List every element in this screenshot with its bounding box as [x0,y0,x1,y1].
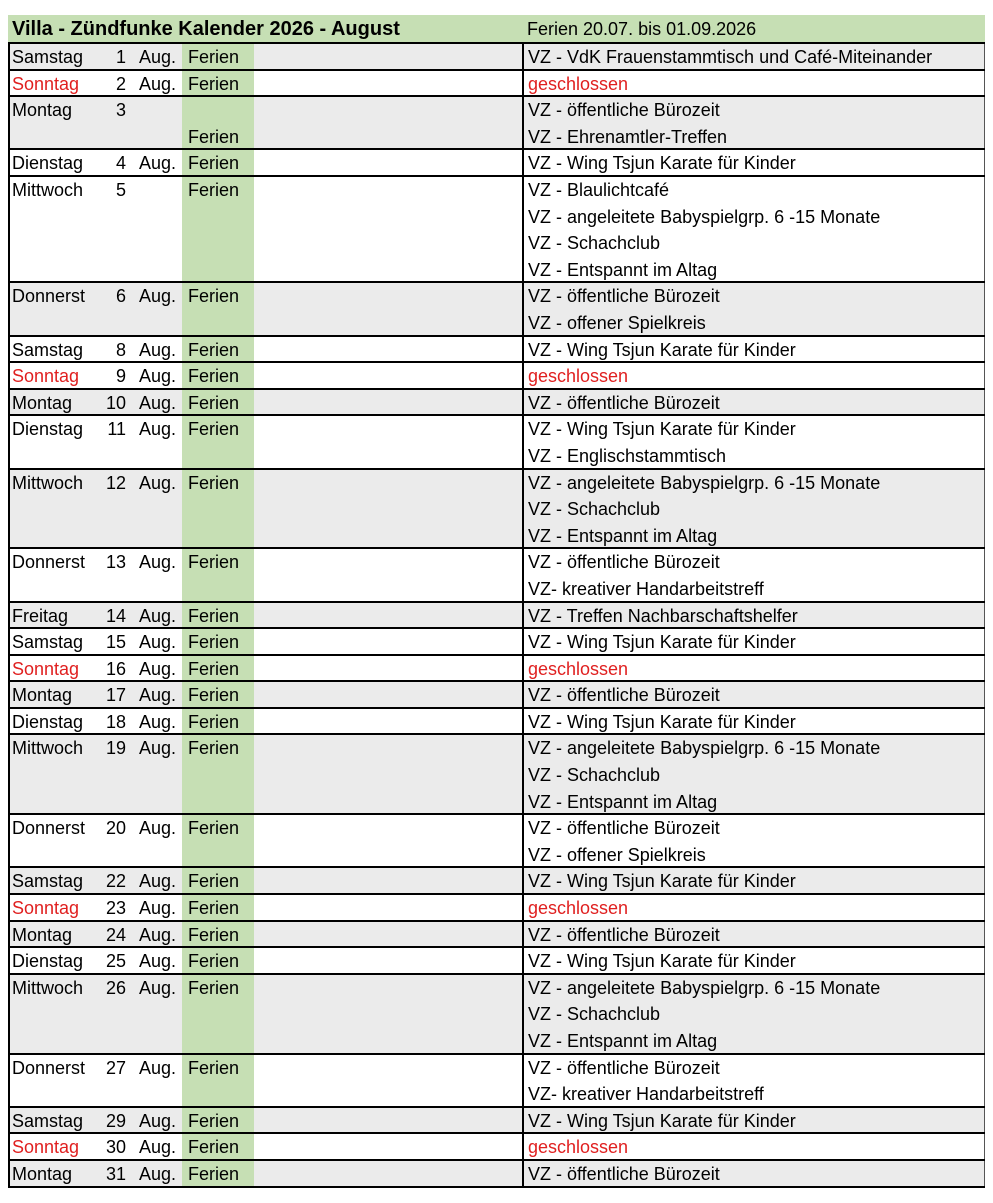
weekday-cell: Montag [12,100,73,121]
weekday-cell: Montag [12,924,73,945]
ferien-cell: Ferien [188,1137,240,1158]
grid-line [8,1108,10,1133]
event-entry: VZ - Blaulichtcafé [528,179,670,200]
calendar-row [8,1055,985,1108]
grid-line [984,549,985,600]
ferien-cell: Ferien [188,738,240,759]
ferien-cell: Ferien [188,47,240,67]
event-entry: VZ - offener Spielkreis [528,844,706,865]
grid-line [8,922,10,947]
event-entry: geschlossen [528,658,629,679]
grid-line [984,363,985,388]
grid-line [984,44,985,69]
ferien-cell: Ferien [188,153,240,174]
grid-line [522,71,524,96]
calendar-row [8,390,985,417]
weekday-cell: Montag [12,392,73,413]
calendar-sheet [8,15,985,1188]
day-number-cell: 1 [115,47,126,67]
calendar-row [8,815,985,868]
month-cell: Aug. [139,1164,177,1184]
ferien-cell: Ferien [188,126,240,147]
grid-line [984,815,985,866]
event-entry: geschlossen [528,898,629,919]
event-entry: VZ - Treffen Nachbarschaftshelfer [528,605,798,626]
event-entry: VZ - Entspannt im Altag [528,1031,718,1052]
grid-line [8,815,10,866]
month-cell: Aug. [139,977,177,998]
ferien-cell: Ferien [188,552,240,573]
ferien-cell: Ferien [188,419,240,440]
event-entry: VZ - Entspannt im Altag [528,259,718,280]
event-entry: VZ - Wing Tsjun Karate für Kinder [528,419,796,440]
day-number-cell: 15 [105,632,126,653]
month-cell: Aug. [139,951,177,972]
event-entry: geschlossen [528,366,629,387]
grid-line [8,1134,10,1159]
ferien-cell: Ferien [188,685,240,706]
grid-line [522,815,524,866]
event-entry: VZ - Wing Tsjun Karate für Kinder [528,951,796,972]
ferien-cell: Ferien [188,179,240,200]
month-cell: Aug. [139,818,177,839]
grid-line [984,1134,985,1159]
calendar-row [8,416,985,469]
events-cell [528,416,796,469]
grid-line [984,150,985,175]
weekday-cell: Dienstag [12,153,84,174]
event-entry: VZ - Wing Tsjun Karate für Kinder [528,1110,796,1131]
calendar-row [8,1134,985,1161]
calendar-row [8,709,985,736]
calendar-row [8,682,985,709]
event-entry: VZ - Englischstammtisch [528,445,727,466]
grid-line [984,283,985,334]
day-number-cell: 27 [105,1057,126,1078]
ferien-cell: Ferien [188,1057,240,1078]
calendar-row [8,470,985,550]
calendar-title: Villa - Zündfunke Kalender 2026 - August [12,18,400,40]
grid-line [984,709,985,734]
weekday-cell: Donnerst [12,818,86,839]
grid-line [522,1161,524,1186]
grid-line [8,975,10,1053]
ferien-cell: Ferien [188,632,240,653]
weekday-cell: Montag [12,685,73,706]
grid-line [8,97,10,148]
grid-line [522,682,524,707]
holiday-period: Ferien 20.07. bis 01.09.2026 [527,19,757,39]
weekday-cell: Sonntag [12,658,80,679]
weekday-cell: Sonntag [12,898,80,919]
month-cell: Aug. [139,73,177,94]
grid-line [522,416,524,467]
events-cell [528,1055,764,1108]
grid-line [8,470,10,548]
grid-line [984,895,985,920]
calendar-row [8,948,985,975]
event-entry: VZ - öffentliche Bürozeit [528,286,720,307]
ferien-cell: Ferien [188,472,240,493]
grid-line [984,1161,985,1186]
day-number-cell: 2 [115,73,126,94]
ferien-cell: Ferien [188,711,240,732]
calendar-row [8,1161,985,1188]
calendar-row [8,97,985,150]
month-cell: Aug. [139,898,177,919]
event-entry: VZ - öffentliche Bürozeit [528,1057,720,1078]
month-cell: Aug. [139,924,177,945]
grid-line [8,735,10,813]
calendar-row [8,363,985,390]
grid-line [984,735,985,813]
day-number-cell: 3 [115,100,126,121]
month-cell: Aug. [139,552,177,573]
weekday-cell: Dienstag [12,419,84,440]
day-number-cell: 24 [105,924,126,945]
weekday-cell: Samstag [12,632,84,653]
ferien-cell: Ferien [188,286,240,307]
events-cell [528,709,796,736]
events-cell [528,682,720,709]
grid-line [522,283,524,334]
events-cell [528,922,720,949]
grid-line [984,1055,985,1106]
month-cell: Aug. [139,286,177,307]
event-entry: VZ - Ehrenamtler-Treffen [528,126,728,147]
day-number-cell: 31 [105,1164,126,1184]
event-entry: VZ - öffentliche Bürozeit [528,1164,720,1184]
events-cell [528,71,628,98]
month-cell: Aug. [139,871,177,892]
calendar-row [8,656,985,683]
event-entry: VZ - angeleitete Babyspielgrp. 6 -15 Monate [528,977,881,998]
grid-line [8,416,10,467]
day-number-cell: 25 [105,951,126,972]
month-cell: Aug. [139,392,177,413]
events-cell [528,629,796,656]
events-cell [528,735,880,815]
ferien-cell: Ferien [188,392,240,413]
events-cell [528,948,796,975]
calendar-row [8,549,985,602]
calendar-row [8,922,985,949]
events-cell [528,656,628,683]
grid-line [522,150,524,175]
events-cell [528,1161,720,1188]
grid-line [8,549,10,600]
day-number-cell: 11 [107,419,126,440]
day-number-cell: 29 [105,1110,126,1131]
ferien-cell: Ferien [188,977,240,998]
day-number-cell: 9 [115,366,126,387]
weekday-cell: Donnerst [12,552,86,573]
weekday-cell: Montag [12,1164,73,1184]
calendar-row [8,283,985,336]
calendar-row [8,895,985,922]
grid-line [8,603,10,628]
day-number-cell: 10 [105,392,126,413]
event-entry: VZ - öffentliche Bürozeit [528,685,720,706]
grid-line [522,895,524,920]
grid-line [522,868,524,893]
events-cell [528,895,628,922]
grid-line [984,1108,985,1133]
calendar-row [8,44,985,71]
ferien-cell: Ferien [188,1110,240,1131]
month-cell: Aug. [139,419,177,440]
grid-line [984,470,985,548]
weekday-cell: Samstag [12,339,84,360]
events-cell [528,150,796,177]
month-cell: Aug. [139,632,177,653]
grid-line [984,629,985,654]
event-entry: VZ - öffentliche Bürozeit [528,552,720,573]
event-entry: VZ - Wing Tsjun Karate für Kinder [528,871,796,892]
weekday-cell: Sonntag [12,73,80,94]
grid-line [8,150,10,175]
grid-line [984,868,985,893]
calendar-row [8,735,985,815]
grid-line [984,390,985,415]
grid-line [984,682,985,707]
month-cell: Aug. [139,339,177,360]
events-cell [528,390,720,417]
grid-line [8,1161,10,1186]
weekday-cell: Samstag [12,47,84,67]
weekday-cell: Mittwoch [12,977,84,998]
month-cell: Aug. [139,738,177,759]
events-cell [528,815,720,868]
day-number-cell: 19 [105,738,126,759]
event-entry: VZ - angeleitete Babyspielgrp. 6 -15 Monate [528,472,881,493]
weekday-cell: Mittwoch [12,179,84,200]
grid-line [522,390,524,415]
event-entry: VZ - Schachclub [528,233,661,254]
ferien-cell: Ferien [188,924,240,945]
calendar-row [8,71,985,98]
grid-line [522,363,524,388]
event-entry: VZ - Wing Tsjun Karate für Kinder [528,711,796,732]
event-entry: VZ - angeleitete Babyspielgrp. 6 -15 Monate [528,206,881,227]
ferien-cell: Ferien [188,1164,240,1184]
day-number-cell: 18 [105,711,126,732]
event-entry: VZ - öffentliche Bürozeit [528,818,720,839]
month-cell: Aug. [139,658,177,679]
month-cell: Aug. [139,366,177,387]
weekday-cell: Dienstag [12,951,84,972]
month-cell: Aug. [139,472,177,493]
grid-line [522,709,524,734]
grid-line [8,629,10,654]
grid-line [984,656,985,681]
grid-line [522,603,524,628]
event-entry: VZ- kreativer Handarbeitstreff [528,578,764,599]
ferien-cell: Ferien [188,366,240,387]
weekday-cell: Dienstag [12,711,84,732]
grid-line [984,603,985,628]
grid-line [984,97,985,148]
weekday-cell: Samstag [12,871,84,892]
events-cell [528,868,796,895]
grid-line [522,177,524,281]
day-number-cell: 30 [105,1137,126,1158]
ferien-cell: Ferien [188,605,240,626]
event-entry: VZ - VdK Frauenstammtisch und Café-Miteinander [528,47,933,67]
day-number-cell: 13 [105,552,126,573]
month-cell: Aug. [139,1057,177,1078]
day-number-cell: 16 [105,658,126,679]
calendar-row [8,337,985,364]
weekday-cell: Mittwoch [12,472,84,493]
events-cell [528,470,880,550]
calendar-header [8,15,985,44]
grid-line [8,895,10,920]
grid-line [522,1055,524,1106]
events-cell [528,1108,796,1135]
grid-line [522,975,524,1053]
weekday-cell: Donnerst [12,1057,86,1078]
calendar-row [8,150,985,177]
grid-line [8,363,10,388]
events-cell [528,97,727,150]
day-number-cell: 5 [115,179,126,200]
event-entry: VZ - öffentliche Bürozeit [528,392,720,413]
event-entry: VZ- kreativer Handarbeitstreff [528,1084,764,1105]
grid-line [522,337,524,362]
weekday-cell: Sonntag [12,1137,80,1158]
event-entry: VZ - Wing Tsjun Karate für Kinder [528,632,796,653]
event-entry: VZ - Wing Tsjun Karate für Kinder [528,153,796,174]
calendar-row [8,177,985,283]
month-cell: Aug. [139,47,177,67]
ferien-cell: Ferien [188,871,240,892]
event-entry: geschlossen [528,73,629,94]
grid-line [8,656,10,681]
grid-line [522,735,524,813]
events-cell [528,549,764,602]
grid-line [984,337,985,362]
grid-line [8,948,10,973]
calendar-row [8,1108,985,1135]
events-cell [528,975,880,1055]
calendar-row [8,603,985,630]
day-number-cell: 6 [115,286,126,307]
grid-line [8,1055,10,1106]
calendar-rows [8,44,985,1188]
event-entry: VZ - Wing Tsjun Karate für Kinder [528,339,796,360]
day-number-cell: 12 [105,472,126,493]
grid-line [522,470,524,548]
events-cell [528,363,628,390]
month-cell: Aug. [139,685,177,706]
ferien-cell: Ferien [188,658,240,679]
month-cell: Aug. [139,1137,177,1158]
grid-line [8,283,10,334]
event-entry: VZ - öffentliche Bürozeit [528,100,720,121]
weekday-cell: Mittwoch [12,738,84,759]
day-number-cell: 4 [115,153,126,174]
event-entry: VZ - Schachclub [528,765,661,786]
month-cell: Aug. [139,605,177,626]
events-cell [528,177,880,283]
grid-line [984,416,985,467]
grid-line [8,709,10,734]
grid-line [522,44,524,69]
ferien-cell: Ferien [188,818,240,839]
event-entry: VZ - Schachclub [528,1004,661,1025]
events-cell [528,603,798,630]
events-cell [528,337,796,364]
grid-line [8,71,10,96]
grid-line [8,868,10,893]
weekday-cell: Samstag [12,1110,84,1131]
grid-line [522,549,524,600]
day-number-cell: 23 [105,898,126,919]
weekday-cell: Freitag [12,605,69,626]
ferien-cell: Ferien [188,339,240,360]
grid-line [522,97,524,148]
event-entry: VZ - öffentliche Bürozeit [528,924,720,945]
events-cell [528,44,932,71]
calendar-row [8,868,985,895]
grid-line [522,1134,524,1159]
month-cell: Aug. [139,153,177,174]
grid-line [522,656,524,681]
event-entry: geschlossen [528,1137,629,1158]
grid-line [522,948,524,973]
grid-line [8,44,10,69]
grid-line [984,948,985,973]
grid-line [8,390,10,415]
weekday-cell: Sonntag [12,366,80,387]
grid-line [522,629,524,654]
event-entry: VZ - Schachclub [528,499,661,520]
grid-line [522,1108,524,1133]
grid-line [984,71,985,96]
events-cell [528,1134,628,1161]
calendar-row [8,975,985,1055]
ferien-cell: Ferien [188,951,240,972]
event-entry: VZ - offener Spielkreis [528,312,706,333]
grid-line [8,682,10,707]
grid-line [8,177,10,281]
weekday-cell: Donnerst [12,286,86,307]
ferien-cell: Ferien [188,73,240,94]
day-number-cell: 26 [105,977,126,998]
event-entry: VZ - Entspannt im Altag [528,791,718,812]
event-entry: VZ - angeleitete Babyspielgrp. 6 -15 Monate [528,738,881,759]
grid-line [984,922,985,947]
ferien-cell: Ferien [188,898,240,919]
events-cell [528,283,720,336]
calendar-row [8,629,985,656]
event-entry: VZ - Entspannt im Altag [528,525,718,546]
day-number-cell: 8 [115,339,126,360]
grid-line [984,177,985,281]
day-number-cell: 17 [105,685,126,706]
grid-line [8,337,10,362]
day-number-cell: 22 [105,871,126,892]
day-number-cell: 20 [105,818,126,839]
grid-line [522,922,524,947]
grid-line [984,975,985,1053]
month-cell: Aug. [139,1110,177,1131]
month-cell: Aug. [139,711,177,732]
day-number-cell: 14 [105,605,126,626]
